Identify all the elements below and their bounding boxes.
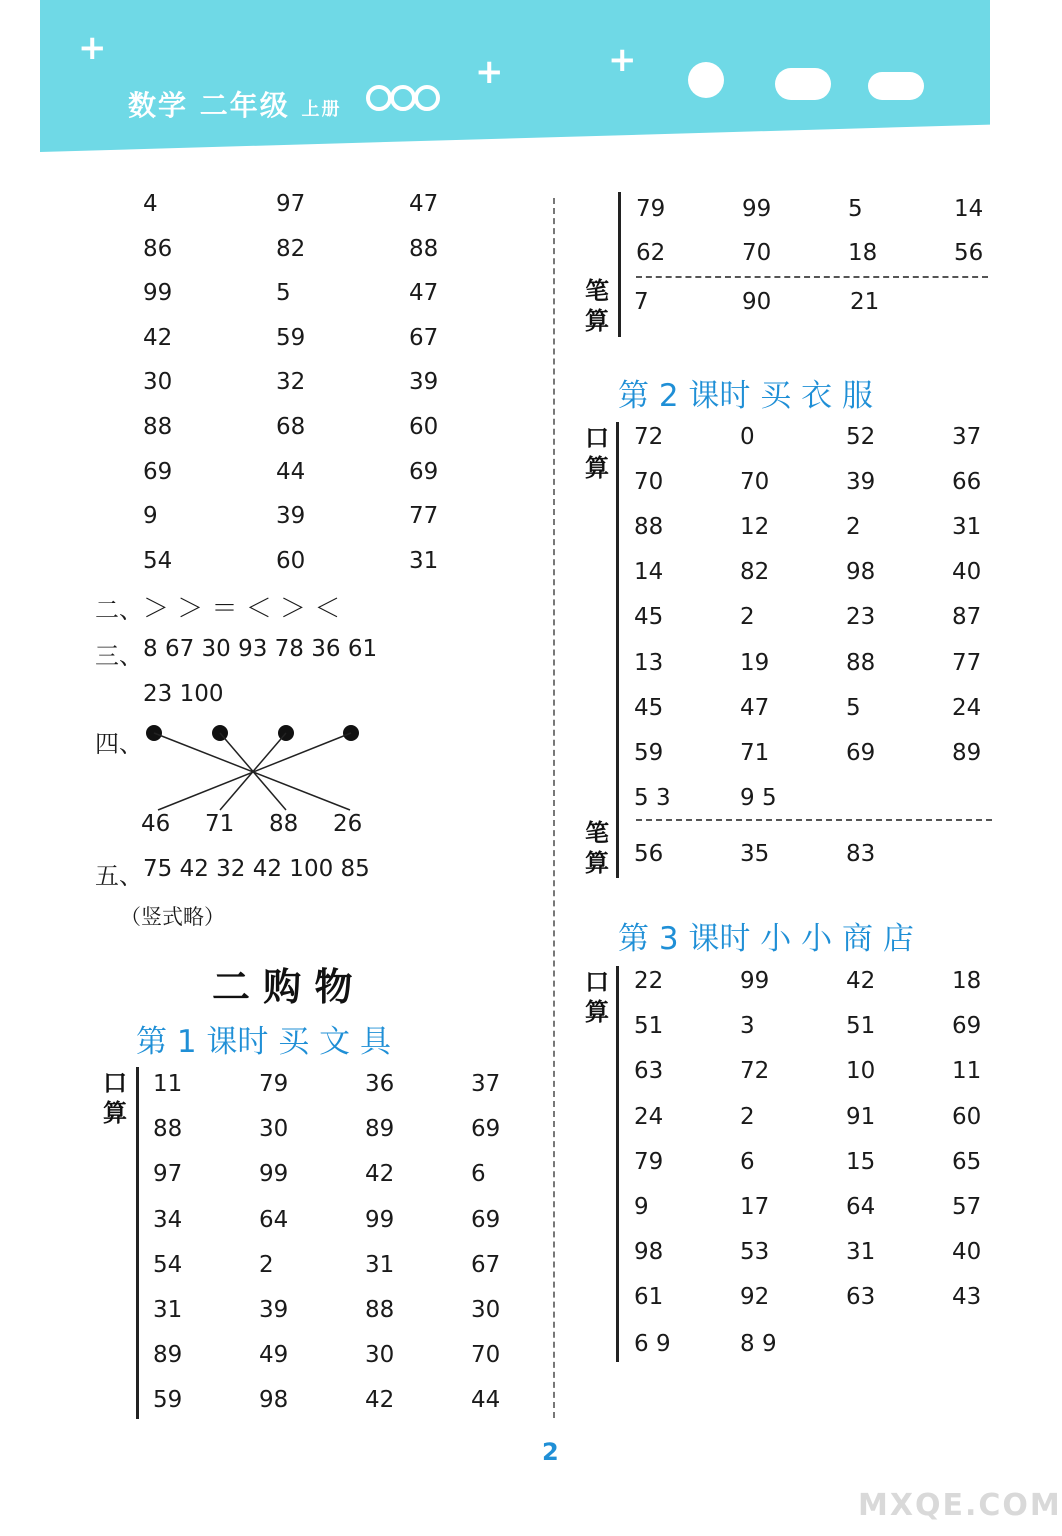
right-top-cell: 99 <box>742 196 772 222</box>
bisuan-value: 56 <box>634 841 664 867</box>
lesson3-cell: 15 <box>846 1148 876 1175</box>
lesson2-bisuan-label: 笔 算 <box>585 819 609 877</box>
answer-cell: 86 <box>143 235 173 262</box>
q4-label: 四、 <box>95 730 143 758</box>
q4-bottom-1: 46 <box>141 811 171 837</box>
lesson1-cell: 30 <box>365 1342 395 1369</box>
lesson2-cell: 70 <box>740 469 770 496</box>
right-top-cell: 14 <box>954 196 984 222</box>
cloud-icon <box>868 72 924 100</box>
lesson2-cell: 52 <box>846 424 876 450</box>
q4-bottom-2: 71 <box>205 811 235 837</box>
lesson2-cell: 69 <box>846 739 876 766</box>
lesson3-cell: 64 <box>846 1194 876 1220</box>
lesson3-cell: 60 <box>952 1103 982 1130</box>
lesson2-cell: 45 <box>634 604 664 631</box>
lesson2-cell: 0 <box>740 424 755 450</box>
q4-matching-diagram <box>140 720 370 820</box>
lesson1-cell: 89 <box>365 1116 395 1143</box>
q2-label: 二、 <box>95 596 143 624</box>
q4-bottom-3: 88 <box>269 811 299 837</box>
lesson1-cell: 88 <box>365 1297 395 1323</box>
q5-answers: 75 42 32 42 100 85 <box>143 856 370 882</box>
answer-cell: 88 <box>409 235 439 262</box>
answer-cell: 88 <box>143 414 173 440</box>
lesson1-cell: 99 <box>365 1206 395 1233</box>
plus-decoration-icon: + <box>475 52 504 92</box>
plus-decoration-icon: + <box>608 40 637 80</box>
lesson2-cell: 37 <box>952 424 982 450</box>
lesson1-cell: 49 <box>259 1342 289 1369</box>
lesson2-cell: 59 <box>634 739 664 766</box>
lesson3-cell: 10 <box>846 1058 876 1085</box>
right-top-cell: 70 <box>742 240 772 266</box>
bisuan-value: 21 <box>850 289 880 315</box>
lesson3-cell: 22 <box>634 968 664 994</box>
lesson2-cell: 66 <box>952 469 982 496</box>
unit-title: 二 购 物 <box>212 965 353 1009</box>
watermark: MXQE.COM <box>858 1488 1062 1523</box>
answer-cell: 44 <box>276 458 306 485</box>
lesson1-cell: 59 <box>153 1387 183 1414</box>
lesson2-cell: 82 <box>740 559 770 586</box>
lesson3-cell: 40 <box>952 1239 982 1266</box>
lesson2-cell: 47 <box>740 694 770 721</box>
lesson2-cell: 88 <box>846 649 876 676</box>
answer-cell: 82 <box>276 235 306 262</box>
lesson3-cell: 31 <box>846 1239 876 1266</box>
lesson3-bracket-line <box>616 966 619 1362</box>
lesson2-bracket-line <box>616 422 619 878</box>
lesson2-cell: 77 <box>952 649 982 676</box>
answer-cell: 4 <box>143 191 158 217</box>
answer-cell: 54 <box>143 547 173 574</box>
lesson2-cell: 24 <box>952 694 982 721</box>
lesson1-cell: 44 <box>471 1387 501 1414</box>
lesson2-cell: 14 <box>634 559 664 586</box>
lesson1-cell: 11 <box>153 1071 183 1097</box>
lesson1-cell: 54 <box>153 1251 183 1278</box>
right-top-cell: 5 <box>848 196 863 222</box>
lesson1-cell: 89 <box>153 1342 183 1369</box>
lesson3-cell: 53 <box>740 1239 770 1266</box>
right-top-bracket-line <box>618 192 621 337</box>
lesson1-title: 第 1 课时 买 文 具 <box>136 1024 391 1060</box>
lesson1-cell: 67 <box>471 1251 501 1278</box>
lesson3-cell: 3 <box>740 1013 755 1040</box>
lesson2-cell: 88 <box>634 514 664 541</box>
lesson3-cell: 18 <box>952 968 982 994</box>
lesson3-cell: 57 <box>952 1194 982 1220</box>
lesson1-cell: 39 <box>259 1297 289 1323</box>
right-top-bisuan-label: 笔 算 <box>585 277 609 335</box>
lesson2-kousuan-label: 口 算 <box>585 424 609 482</box>
answer-cell: 30 <box>143 369 173 396</box>
bisuan-divider <box>636 819 992 821</box>
lesson3-cell: 79 <box>634 1148 664 1175</box>
q3-answers-line2: 23 100 <box>143 681 224 707</box>
lesson3-extra: 8 9 <box>740 1331 777 1357</box>
lesson2-cell: 45 <box>634 694 664 721</box>
lesson1-cell: 79 <box>259 1071 289 1097</box>
lesson1-cell: 64 <box>259 1206 289 1233</box>
answer-cell: 39 <box>409 369 439 396</box>
lesson2-cell: 39 <box>846 469 876 496</box>
bisuan-value: 7 <box>634 289 649 315</box>
circle-decoration-icon <box>688 62 724 98</box>
lesson1-cell: 99 <box>259 1161 289 1188</box>
answer-cell: 5 <box>276 280 291 307</box>
lesson1-cell: 6 <box>471 1161 486 1188</box>
lesson1-cell: 31 <box>365 1251 395 1278</box>
header-banner <box>40 0 990 152</box>
lesson3-extra: 6 9 <box>634 1331 671 1357</box>
answer-cell: 97 <box>276 191 306 217</box>
lesson3-cell: 65 <box>952 1148 982 1175</box>
lesson1-cell: 30 <box>259 1116 289 1143</box>
lesson3-cell: 91 <box>846 1103 876 1130</box>
lesson3-cell: 43 <box>952 1284 982 1311</box>
lesson2-cell: 70 <box>634 469 664 496</box>
lesson1-cell: 97 <box>153 1161 183 1188</box>
bisuan-value: 35 <box>740 841 770 867</box>
answer-cell: 47 <box>409 191 439 217</box>
lesson3-cell: 6 <box>740 1148 755 1175</box>
q5-label: 五、 <box>95 862 143 890</box>
bisuan-value: 83 <box>846 841 876 867</box>
cloud-icon <box>775 68 831 100</box>
right-top-cell: 56 <box>954 240 984 266</box>
answer-cell: 69 <box>409 458 439 485</box>
answer-cell: 59 <box>276 324 306 351</box>
right-top-cell: 79 <box>636 196 666 222</box>
lesson2-cell: 12 <box>740 514 770 541</box>
lesson1-cell: 42 <box>365 1387 395 1414</box>
bisuan-divider <box>636 276 988 278</box>
lesson2-cell: 2 <box>740 604 755 631</box>
answer-cell: 42 <box>143 324 173 351</box>
q4-bottom-4: 26 <box>333 811 363 837</box>
lesson2-cell: 23 <box>846 604 876 631</box>
lesson3-kousuan-label: 口 算 <box>585 968 609 1026</box>
lesson1-cell: 2 <box>259 1251 274 1278</box>
lesson2-cell: 31 <box>952 514 982 541</box>
lesson3-cell: 51 <box>846 1013 876 1040</box>
lesson2-extra: 5 3 <box>634 785 671 811</box>
lesson1-bracket-line <box>136 1067 139 1419</box>
column-divider <box>553 198 555 1418</box>
answer-cell: 32 <box>276 369 306 396</box>
lesson1-cell: 42 <box>365 1161 395 1188</box>
lesson2-cell: 72 <box>634 424 664 450</box>
lesson3-cell: 98 <box>634 1239 664 1266</box>
lesson1-cell: 69 <box>471 1206 501 1233</box>
q3-answers-line1: 8 67 30 93 78 36 61 <box>143 636 378 662</box>
lesson3-cell: 9 <box>634 1194 649 1220</box>
page-number: 2 <box>542 1438 559 1466</box>
lesson2-title: 第 2 课时 买 衣 服 <box>618 378 873 414</box>
right-top-cell: 62 <box>636 240 666 266</box>
lesson3-title: 第 3 课时 小 小 商 店 <box>618 921 914 957</box>
plus-decoration-icon: + <box>78 28 107 68</box>
answer-cell: 9 <box>143 503 158 530</box>
answer-cell: 67 <box>409 324 439 351</box>
lesson3-cell: 99 <box>740 968 770 994</box>
answer-cell: 39 <box>276 503 306 530</box>
lesson1-cell: 36 <box>365 1071 395 1097</box>
right-top-cell: 18 <box>848 240 878 266</box>
lesson2-cell: 13 <box>634 649 664 676</box>
lesson2-cell: 98 <box>846 559 876 586</box>
lesson2-cell: 89 <box>952 739 982 766</box>
header-title: 数学 二年级 上册 <box>128 89 342 122</box>
lesson1-cell: 69 <box>471 1116 501 1143</box>
lesson3-cell: 61 <box>634 1284 664 1311</box>
lesson1-cell: 34 <box>153 1206 183 1233</box>
answer-cell: 99 <box>143 280 173 307</box>
rings-logo-icon <box>365 80 443 116</box>
lesson3-cell: 42 <box>846 968 876 994</box>
lesson2-extra: 9 5 <box>740 785 777 811</box>
lesson3-cell: 24 <box>634 1103 664 1130</box>
lesson3-cell: 63 <box>634 1058 664 1085</box>
answer-cell: 47 <box>409 280 439 307</box>
lesson3-cell: 69 <box>952 1013 982 1040</box>
answer-cell: 77 <box>409 503 439 530</box>
lesson2-cell: 2 <box>846 514 861 541</box>
lesson3-cell: 63 <box>846 1284 876 1311</box>
bisuan-value: 90 <box>742 289 772 315</box>
lesson1-cell: 37 <box>471 1071 501 1097</box>
lesson1-cell: 30 <box>471 1297 501 1323</box>
lesson3-cell: 2 <box>740 1103 755 1130</box>
lesson1-cell: 88 <box>153 1116 183 1143</box>
lesson3-cell: 92 <box>740 1284 770 1311</box>
answer-cell: 60 <box>276 547 306 574</box>
lesson1-cell: 70 <box>471 1342 501 1369</box>
answer-cell: 31 <box>409 547 439 574</box>
lesson2-cell: 87 <box>952 604 982 631</box>
lesson2-cell: 71 <box>740 739 770 766</box>
answer-cell: 60 <box>409 414 439 440</box>
lesson1-cell: 98 <box>259 1387 289 1414</box>
lesson2-cell: 5 <box>846 694 861 721</box>
lesson1-kousuan-label: 口 算 <box>103 1069 127 1127</box>
q3-label: 三、 <box>95 642 143 670</box>
answer-cell: 69 <box>143 458 173 485</box>
q5-note: （竖式略） <box>120 905 225 929</box>
lesson3-cell: 17 <box>740 1194 770 1220</box>
lesson1-cell: 31 <box>153 1297 183 1323</box>
q2-answers: ＞ ＞ ＝ ＜ ＞ ＜ <box>143 594 341 624</box>
answer-cell: 68 <box>276 414 306 440</box>
lesson2-cell: 19 <box>740 649 770 676</box>
lesson3-cell: 51 <box>634 1013 664 1040</box>
lesson3-cell: 72 <box>740 1058 770 1085</box>
lesson3-cell: 11 <box>952 1058 982 1085</box>
lesson2-cell: 40 <box>952 559 982 586</box>
